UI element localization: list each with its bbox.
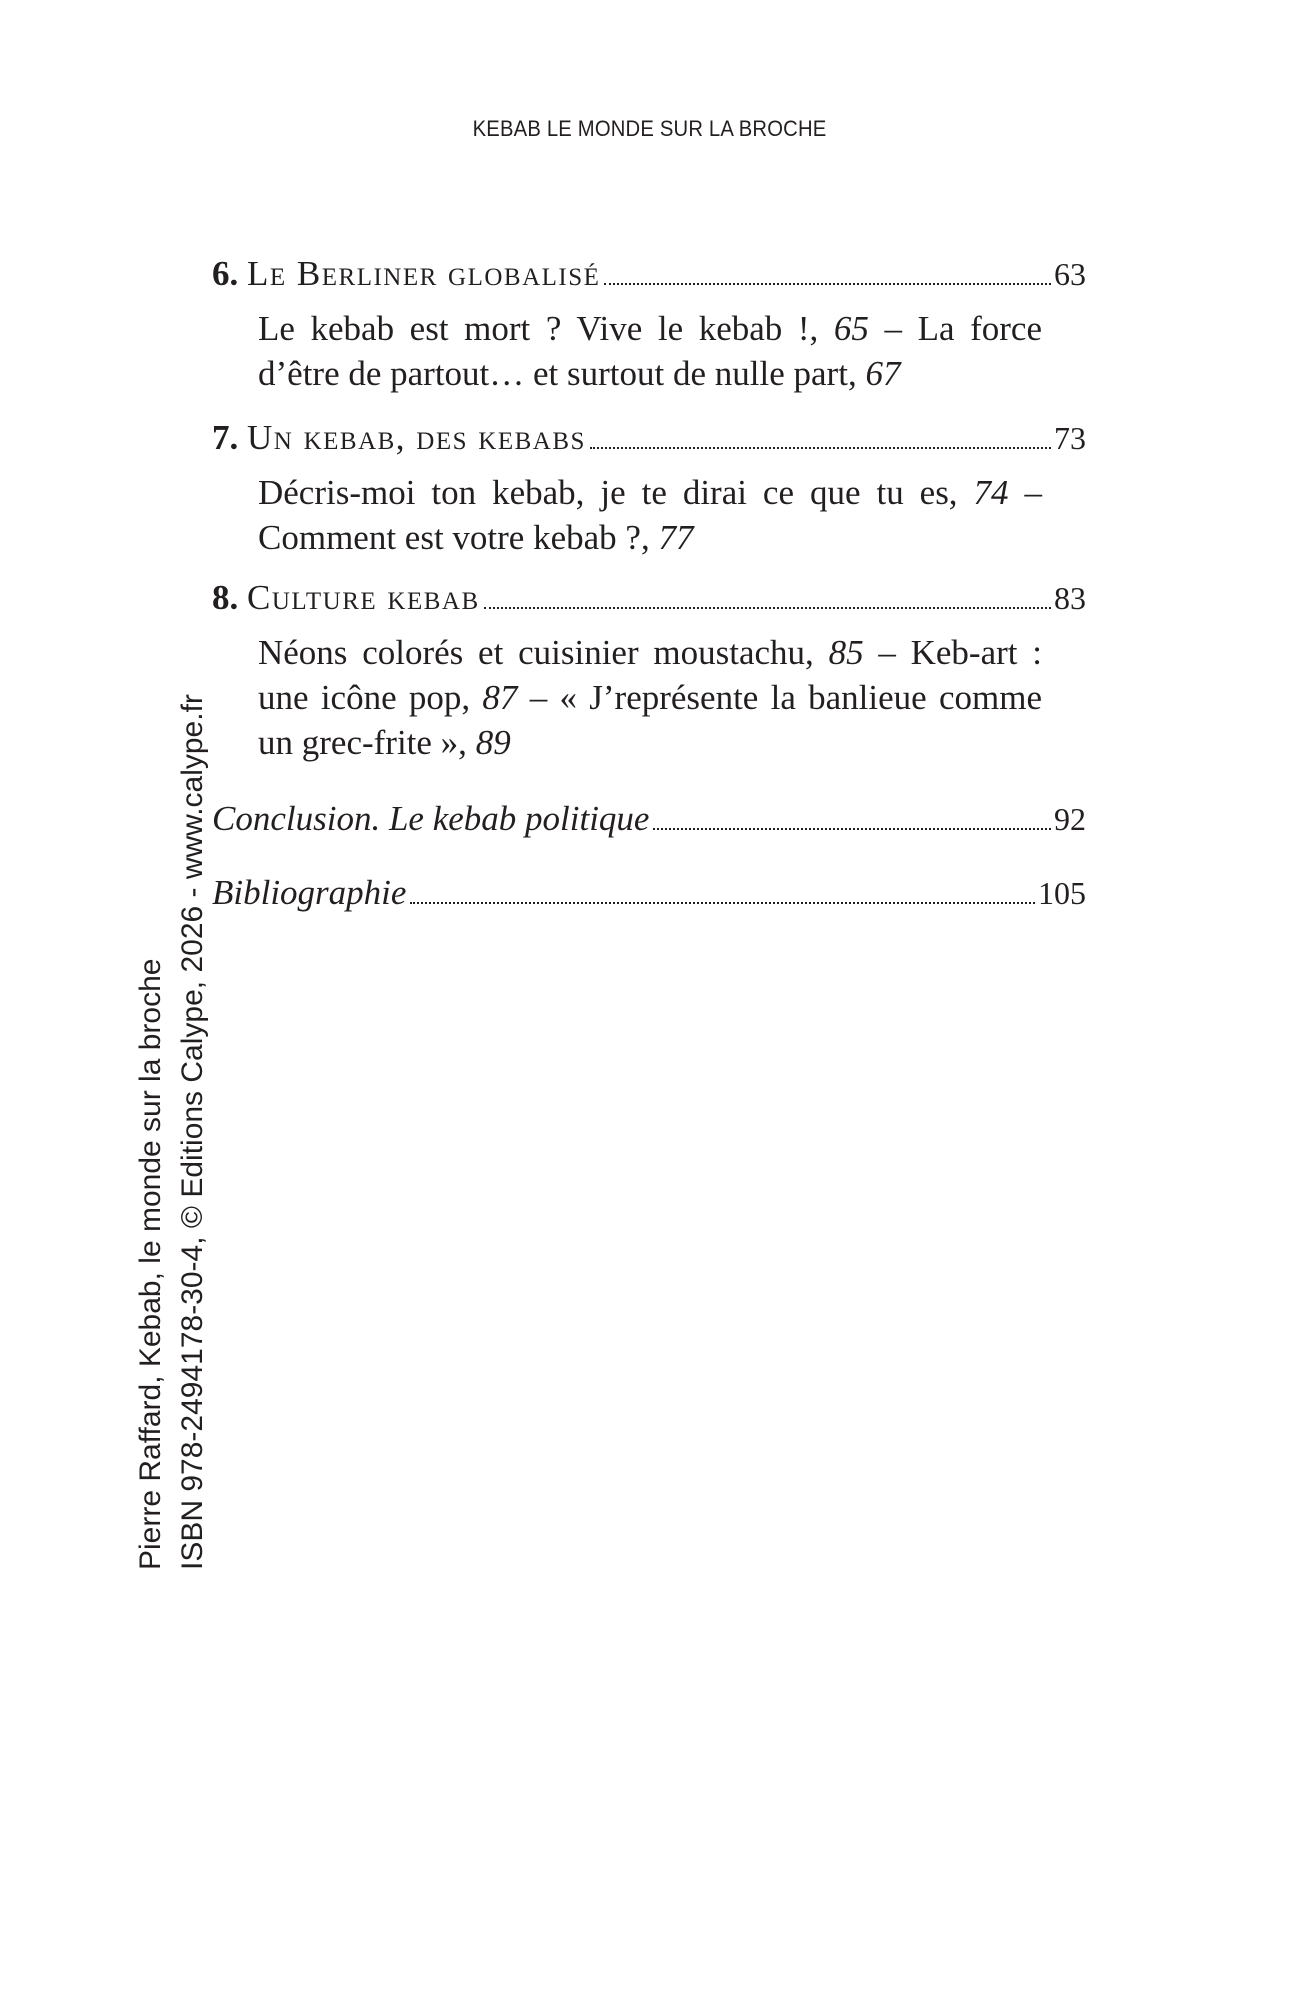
section-text: Le kebab est mort ? Vive le kebab !,: [258, 309, 819, 348]
section-page: 87: [482, 678, 518, 717]
toc-conclusion[interactable]: [212, 795, 1086, 843]
chapter-number: 8.: [212, 578, 239, 617]
sidebar-isbn-line: ISBN 978-2494178-30-4, © Editions Calype, 2026 - www.calype.fr: [176, 694, 209, 1570]
toc-chapter-6[interactable]: [212, 250, 1086, 298]
toc-chapter-7[interactable]: [212, 414, 1086, 462]
chapter-page: 83: [1054, 580, 1086, 616]
copyright-sidebar: [130, 550, 214, 1570]
chapter-title: Le Berliner globalisé: [247, 254, 601, 293]
section-text: – « J’représente la banlieue comme un grec-frite »,: [258, 678, 1042, 762]
section-text: – Comment est votre kebab ?,: [258, 473, 1042, 557]
table-of-contents: [212, 250, 1086, 917]
sidebar-author-line: Pierre Raffard, Kebab, le monde sur la broche: [134, 958, 167, 1570]
chapter-number: 7.: [212, 418, 239, 457]
chapter-8-sections: [258, 630, 1042, 765]
section-text: Décris-moi ton kebab, je te dirai ce que tu es,: [258, 473, 958, 512]
toc-bibliography[interactable]: [212, 869, 1086, 917]
section-page: 85: [828, 633, 864, 672]
chapter-6-sections: [258, 306, 1042, 396]
conclusion-title: Conclusion. Le kebab politique: [212, 799, 650, 838]
toc-chapter-8[interactable]: [212, 574, 1086, 622]
chapter-title: Un kebab, des kebabs: [247, 418, 586, 457]
bibliography-page: 105: [1038, 875, 1086, 911]
section-page: 89: [475, 723, 511, 762]
dot-leader: [590, 447, 1051, 449]
dot-leader: [653, 828, 1051, 830]
section-page: 74: [973, 473, 1009, 512]
dot-leader: [484, 607, 1051, 609]
running-head: KEBAB LE MONDE SUR LA BROCHE: [472, 116, 827, 141]
section-text: – La force d’être de partout… et surtout de nulle part,: [258, 309, 1043, 393]
section-page: 67: [865, 354, 901, 393]
chapter-number: 6.: [212, 254, 239, 293]
chapter-title: Culture kebab: [247, 578, 480, 617]
section-text: – Keb-art : une icône pop,: [258, 633, 1042, 717]
section-text: Néons colorés et cuisinier moustachu,: [258, 633, 814, 672]
chapter-heading: [212, 414, 586, 462]
section-page: 65: [833, 309, 869, 348]
bibliography-title: Bibliographie: [212, 873, 407, 912]
dot-leader: [604, 283, 1051, 285]
conclusion-page: 92: [1054, 801, 1086, 837]
chapter-7-sections: [258, 470, 1042, 560]
chapter-heading: [212, 574, 480, 622]
chapter-page: 63: [1054, 256, 1086, 292]
section-page: 77: [658, 518, 694, 557]
chapter-page: 73: [1054, 420, 1086, 456]
chapter-heading: [212, 250, 600, 298]
dot-leader: [410, 902, 1035, 904]
